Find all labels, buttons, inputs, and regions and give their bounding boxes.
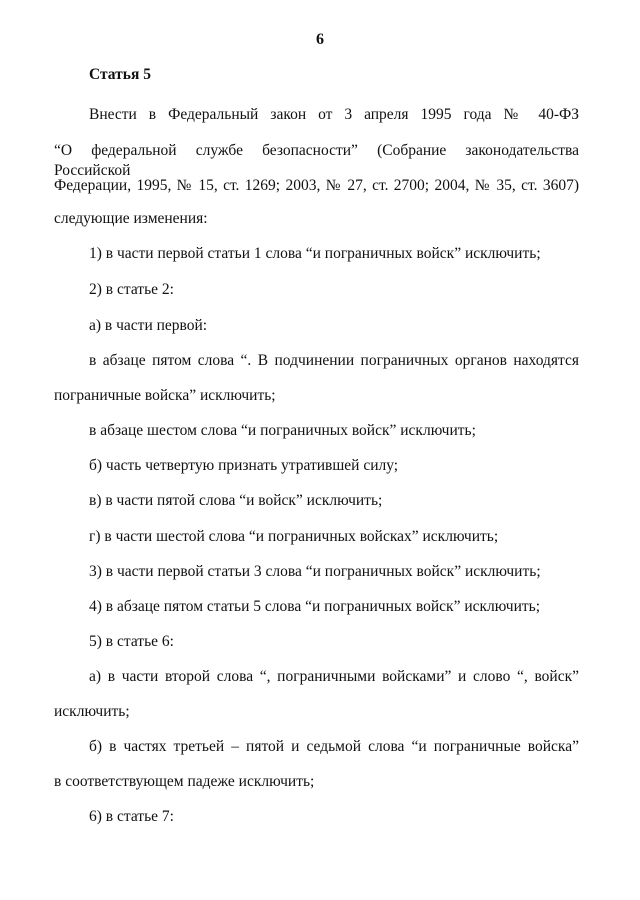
intro-line-3: Федерации, 1995, № 15, ст. 1269; 2003, № 27, ст. 2700; 2004, № 35, ст. 3607)	[54, 177, 579, 194]
item-5b-line-2: в соответствующем падеже исключить;	[54, 773, 315, 790]
intro-line-2: “О федеральной службе безопасности” (Собрание законодательства Российской	[54, 142, 579, 179]
item-2v: в) в части пятой слова “и войск” исключить;	[89, 492, 383, 509]
item-5: 5) в статье 6:	[89, 633, 174, 650]
item-2a: а) в части первой:	[89, 317, 208, 334]
intro-line-1: Внести в Федеральный закон от 3 апреля 1995 года № 40-ФЗ	[89, 106, 579, 123]
item-2a-paragraph6: в абзаце шестом слова “и пограничных войск” исключить;	[89, 422, 476, 439]
item-2b: б) часть четвертую признать утратившей силу;	[89, 457, 399, 474]
article-heading: Статья 5	[89, 66, 151, 83]
item-2g: г) в части шестой слова “и пограничных войсках” исключить;	[89, 528, 499, 545]
page-number: 6	[316, 31, 324, 48]
item-5a-line-2: исключить;	[54, 703, 130, 720]
item-1: 1) в части первой статьи 1 слова “и пограничных войск” исключить;	[89, 245, 541, 262]
item-2a-paragraph5-line-1: в абзаце пятом слова “. В подчинении пограничных органов находятся	[89, 352, 579, 369]
item-5a-line-1: а) в части второй слова “, пограничными войсками” и слово “, войск”	[89, 668, 579, 685]
item-2: 2) в статье 2:	[89, 281, 174, 298]
item-5b-line-1: б) в частях третьей – пятой и седьмой слова “и пограничные войска”	[89, 738, 579, 755]
item-6: 6) в статье 7:	[89, 808, 174, 825]
item-4: 4) в абзаце пятом статьи 5 слова “и пограничных войск” исключить;	[89, 598, 541, 615]
item-3: 3) в части первой статьи 3 слова “и пограничных войск” исключить;	[89, 563, 541, 580]
item-2a-paragraph5-line-2: пограничные войска” исключить;	[54, 387, 276, 404]
intro-line-4: следующие изменения:	[54, 210, 208, 227]
